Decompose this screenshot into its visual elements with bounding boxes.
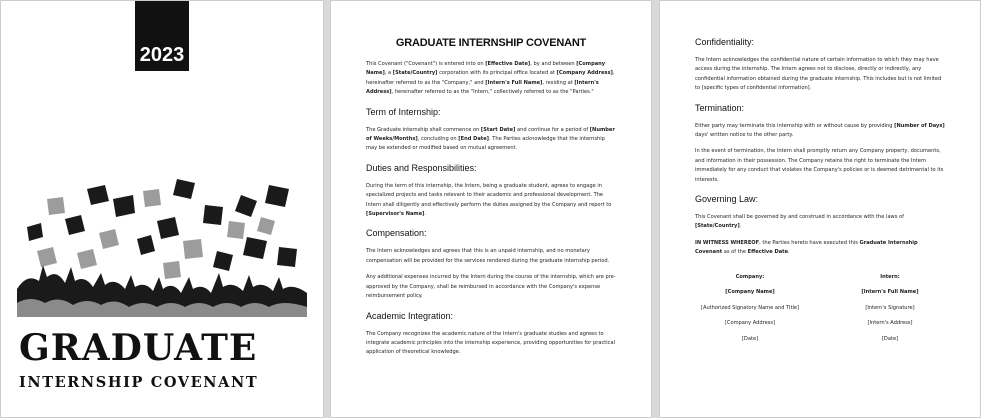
page-3-sections	[695, 37, 945, 258]
company-signature-heading: Company:	[735, 273, 765, 280]
section-paragraph	[695, 122, 945, 141]
text-run: .	[788, 249, 790, 256]
text-run: This Covenant shall be governed by and construed in accordance with the laws of	[695, 214, 904, 221]
text-run: , the Parties hereto have executed this	[759, 239, 860, 246]
text-run: , hereinafter referred to as the "Company," and	[366, 70, 615, 86]
text-run: corporation with its principal office located at	[437, 70, 557, 77]
text-run: In the event of termination, the Intern shall promptly return any Company property, documents, and information in their possession. The Company retains the right to terminate the Intern immediately for any conduct that violates the Company's policies or is deemed detrimental to its interests.	[695, 148, 944, 183]
section-heading: Term of Internship:	[366, 106, 441, 117]
page-3-content	[695, 37, 945, 347]
section-heading: Duties and Responsibilities:	[366, 162, 477, 173]
text-run: , residing at	[542, 79, 575, 86]
intern-signature-heading: Intern:	[880, 273, 900, 280]
intern-name-line: [Intern's Full Name]	[861, 289, 919, 296]
placeholder-field: [Effective Date]	[485, 61, 531, 67]
signature-block	[695, 270, 945, 348]
section-paragraph	[366, 273, 616, 301]
text-run: The Graduate internship shall commence on	[366, 126, 481, 133]
text-run: .	[424, 211, 427, 218]
text-run: , hereinafter referred to as the "Intern," collectively referred to as the "Parties."	[391, 89, 594, 96]
section-paragraph	[695, 147, 945, 185]
graduation-caps-illustration	[17, 177, 307, 317]
text-run: This Covenant ("Covenant") is entered into on	[366, 61, 486, 67]
year-box	[135, 1, 189, 71]
text-run: Either party may terminate this internship with or without cause by providing	[695, 122, 895, 129]
placeholder-field: [Intern's Full Name]	[485, 79, 543, 86]
intern-signatory-line: [Intern's Signature]	[865, 304, 915, 311]
text-run: , concluding on	[417, 136, 459, 143]
text-run: The Company recognizes the academic nature of the Intern's graduate studies and agrees to integrate academic principles into the internship experience, providing opportunities for practical application of theoretical knowledge.	[366, 330, 616, 356]
company-signatory-line: [Authorized Signatory Name and Title]	[700, 304, 800, 311]
section-paragraph	[695, 56, 945, 94]
placeholder-field: [Number of Days]	[894, 122, 945, 129]
document-page-3	[660, 1, 980, 417]
placeholder-field: [Supervisor's Name]	[366, 211, 425, 218]
cover-year: 2023	[139, 44, 185, 66]
text-run: Any additional expenses incurred by the Intern during the course of the internship, which are pre-approved by the Company, shall be reimbursed in accordance with the Company's expense reimbursement policy.	[366, 274, 616, 300]
intern-address-line: [Intern's Address]	[867, 320, 913, 327]
company-signature-column	[695, 270, 805, 348]
placeholder-field: [Start Date]	[480, 126, 516, 133]
intern-date-line: [Date]	[881, 335, 899, 342]
cover-subtitle: INTERNSHIP COVENANT	[19, 374, 259, 391]
section-paragraph	[695, 239, 945, 258]
placeholder-field: [Number of Weeks/Months]	[366, 126, 615, 143]
text-run: , a	[384, 70, 393, 77]
document-title: GRADUATE INTERNSHIP COVENANT	[395, 37, 587, 49]
intern-signature-column	[835, 270, 945, 348]
document-page-2	[331, 1, 651, 417]
placeholder-field: [Company Name]	[366, 61, 606, 77]
cover-page	[1, 1, 323, 417]
placeholder-field: [Intern's Address]	[366, 79, 599, 96]
text-run: The Intern acknowledges the confidential nature of certain information to which they may have access during the internship. The Intern agrees not to disclose, directly or indirectly, any confidential information obtained during the graduate internship. This includes but is not limited to [specific types of confidential information].	[695, 57, 942, 92]
text-run: . The Parties acknowledge that the internship may be extended or modified based on mutual agreement.	[366, 136, 605, 152]
company-address-line: [Company Address]	[724, 320, 776, 327]
text-run: The Intern acknowledges and agrees that this is an unpaid internship, and no monetary compensation will be provided for the services rendered during the graduate internship period.	[366, 248, 610, 264]
text-run: During the term of this internship, the Intern, being a graduate student, agrees to engage in specialized projects and tasks relevant to their academic and professional development. The Intern shall diligently and effectively perform the duties assigned by the Company and report to	[366, 182, 612, 208]
placeholder-field: Effective Date	[747, 249, 789, 256]
intro-paragraph	[366, 60, 616, 98]
section-paragraph	[695, 213, 945, 232]
placeholder-field: [End Date]	[458, 136, 490, 143]
placeholder-field: Graduate Internship Covenant	[695, 239, 918, 256]
placeholder-field: [Company Address]	[556, 70, 613, 77]
company-date-line: [Date]	[741, 335, 759, 342]
section-heading: Confidentiality:	[695, 37, 755, 47]
section-paragraph	[366, 330, 616, 358]
text-run: .	[739, 223, 742, 230]
section-heading: Termination:	[695, 102, 745, 113]
section-heading: Governing Law:	[695, 194, 759, 205]
company-name-line: [Company Name]	[725, 289, 775, 296]
page-2-content	[366, 37, 616, 365]
section-heading: Academic Integration:	[366, 310, 454, 321]
placeholder-field: [State/Country]	[392, 70, 438, 77]
section-paragraph	[366, 182, 616, 220]
placeholder-field: [State/Country]	[695, 223, 740, 230]
section-heading: Compensation:	[366, 228, 427, 239]
cover-title: GRADUATE	[19, 327, 258, 369]
section-paragraph	[366, 247, 616, 266]
text-run: and continue for a period of	[515, 126, 590, 133]
section-paragraph	[366, 126, 616, 154]
placeholder-field: IN WITNESS WHEREOF	[695, 239, 760, 246]
page-2-sections	[366, 107, 616, 358]
text-run: , by and between	[530, 61, 577, 67]
text-run: as of the	[722, 249, 748, 256]
text-run: days' written notice to the other party.	[695, 132, 794, 139]
